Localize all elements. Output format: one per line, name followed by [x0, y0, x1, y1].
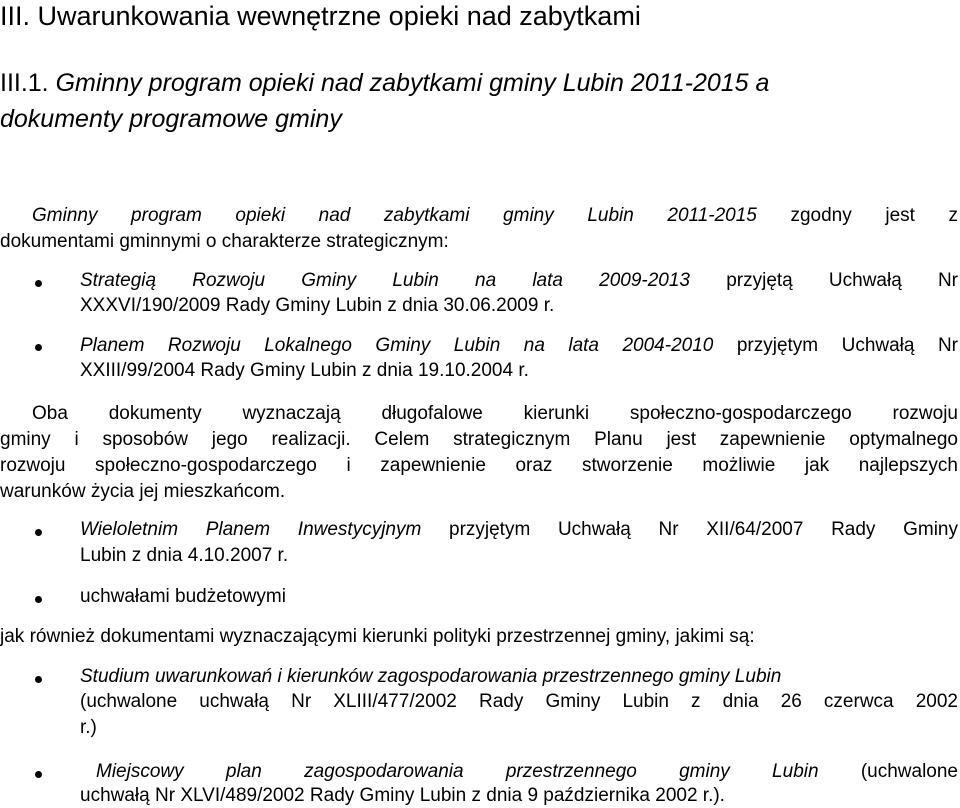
strategy-item-line2: XXXVI/190/2009 Rady Gminy Lubin z dnia 30.06.2009 r. — [80, 295, 555, 316]
paragraph-line4: warunków życia jej mieszkańcom. — [0, 481, 286, 502]
subsection-number: III.1. — [0, 69, 49, 97]
study-title-text: Studium uwarunkowań i kierunków zagospodarowania przestrzennego gminy Lubin — [80, 666, 782, 687]
bullet-icon — [35, 676, 42, 683]
study-line2: (uchwalone uchwałą Nr XLIII/477/2002 Rady Gminy Lubin z dnia 26 czerwca 2002 — [80, 691, 958, 712]
investment-plan-line2: Lubin z dnia 4.10.2007 r. — [80, 545, 289, 566]
subsection-title-line2: dokumenty programowe gminy — [0, 105, 342, 133]
local-plan-title: Miejscowy plan zagospodarowania przestrzennego gminy Lubin — [96, 761, 819, 782]
bullet-icon — [35, 344, 42, 351]
investment-plan-rest: przyjętym Uchwałą Nr XII/64/2007 Rady Gminy — [449, 519, 958, 540]
study-line3: r.) — [80, 717, 97, 738]
study-title — [80, 665, 781, 689]
plan-item-rest: przyjętym Uchwałą Nr — [736, 335, 958, 356]
transition-line: jak również dokumentami wyznaczającymi kierunki polityki przestrzennej gminy, jakimi są: — [0, 626, 755, 647]
paragraph-line3: rozwoju społeczno-gospodarczego i zapewnienie oraz stworzenie możliwie jak najlepszych — [0, 455, 958, 476]
plan-item-line2: XXIII/99/2004 Rady Gminy Lubin z dnia 19.10.2004 r. — [80, 360, 529, 381]
local-plan-rest: (uchwalone — [860, 761, 958, 782]
strategy-item-rest: przyjętą Uchwałą Nr — [726, 270, 959, 291]
local-plan-line2: uchwałą Nr XLVI/489/2002 Rady Gminy Lubin z dnia 9 października 2002 r.). — [80, 785, 725, 806]
intro-line2: dokumentami gminnymi o charakterze strategicznym: — [0, 231, 449, 252]
subsection-title-line1: Gminny program opieki nad zabytkami gminy Lubin 2011-2015 a — [55, 69, 770, 97]
intro-line1 — [32, 204, 958, 228]
bullet-icon — [35, 771, 42, 778]
subsection-heading — [0, 68, 769, 98]
strategy-item-line1 — [80, 269, 958, 293]
intro-program-name: Gminny program opieki nad zabytkami gminy Lubin 2011-2015 — [32, 205, 757, 226]
plan-item-title: Planem Rozwoju Lokalnego Gminy Lubin na lata 2004-2010 — [80, 335, 714, 356]
bullet-icon — [35, 529, 42, 536]
bullet-icon — [35, 280, 42, 287]
intro-line1-rest: zgodny jest z — [790, 205, 959, 226]
budget-resolutions: uchwałami budżetowymi — [80, 586, 286, 607]
investment-plan-title: Wieloletnim Planem Inwestycyjnym — [80, 519, 422, 540]
investment-plan-line1 — [80, 518, 958, 542]
paragraph-line2: gminy i sposobów jego realizacji. Celem strategicznym Planu jest zapewnienie optymalnego — [0, 429, 958, 450]
paragraph-line1: Oba dokumenty wyznaczają długofalowe kierunki społeczno-gospodarczego rozwoju — [32, 403, 958, 424]
plan-item-line1 — [80, 334, 958, 358]
bullet-icon — [35, 596, 42, 603]
strategy-item-title: Strategią Rozwoju Gminy Lubin na lata 2009-2013 — [80, 270, 691, 291]
section-heading: III. Uwarunkowania wewnętrzne opieki nad zabytkami — [0, 1, 641, 31]
local-plan-line1 — [96, 760, 958, 784]
